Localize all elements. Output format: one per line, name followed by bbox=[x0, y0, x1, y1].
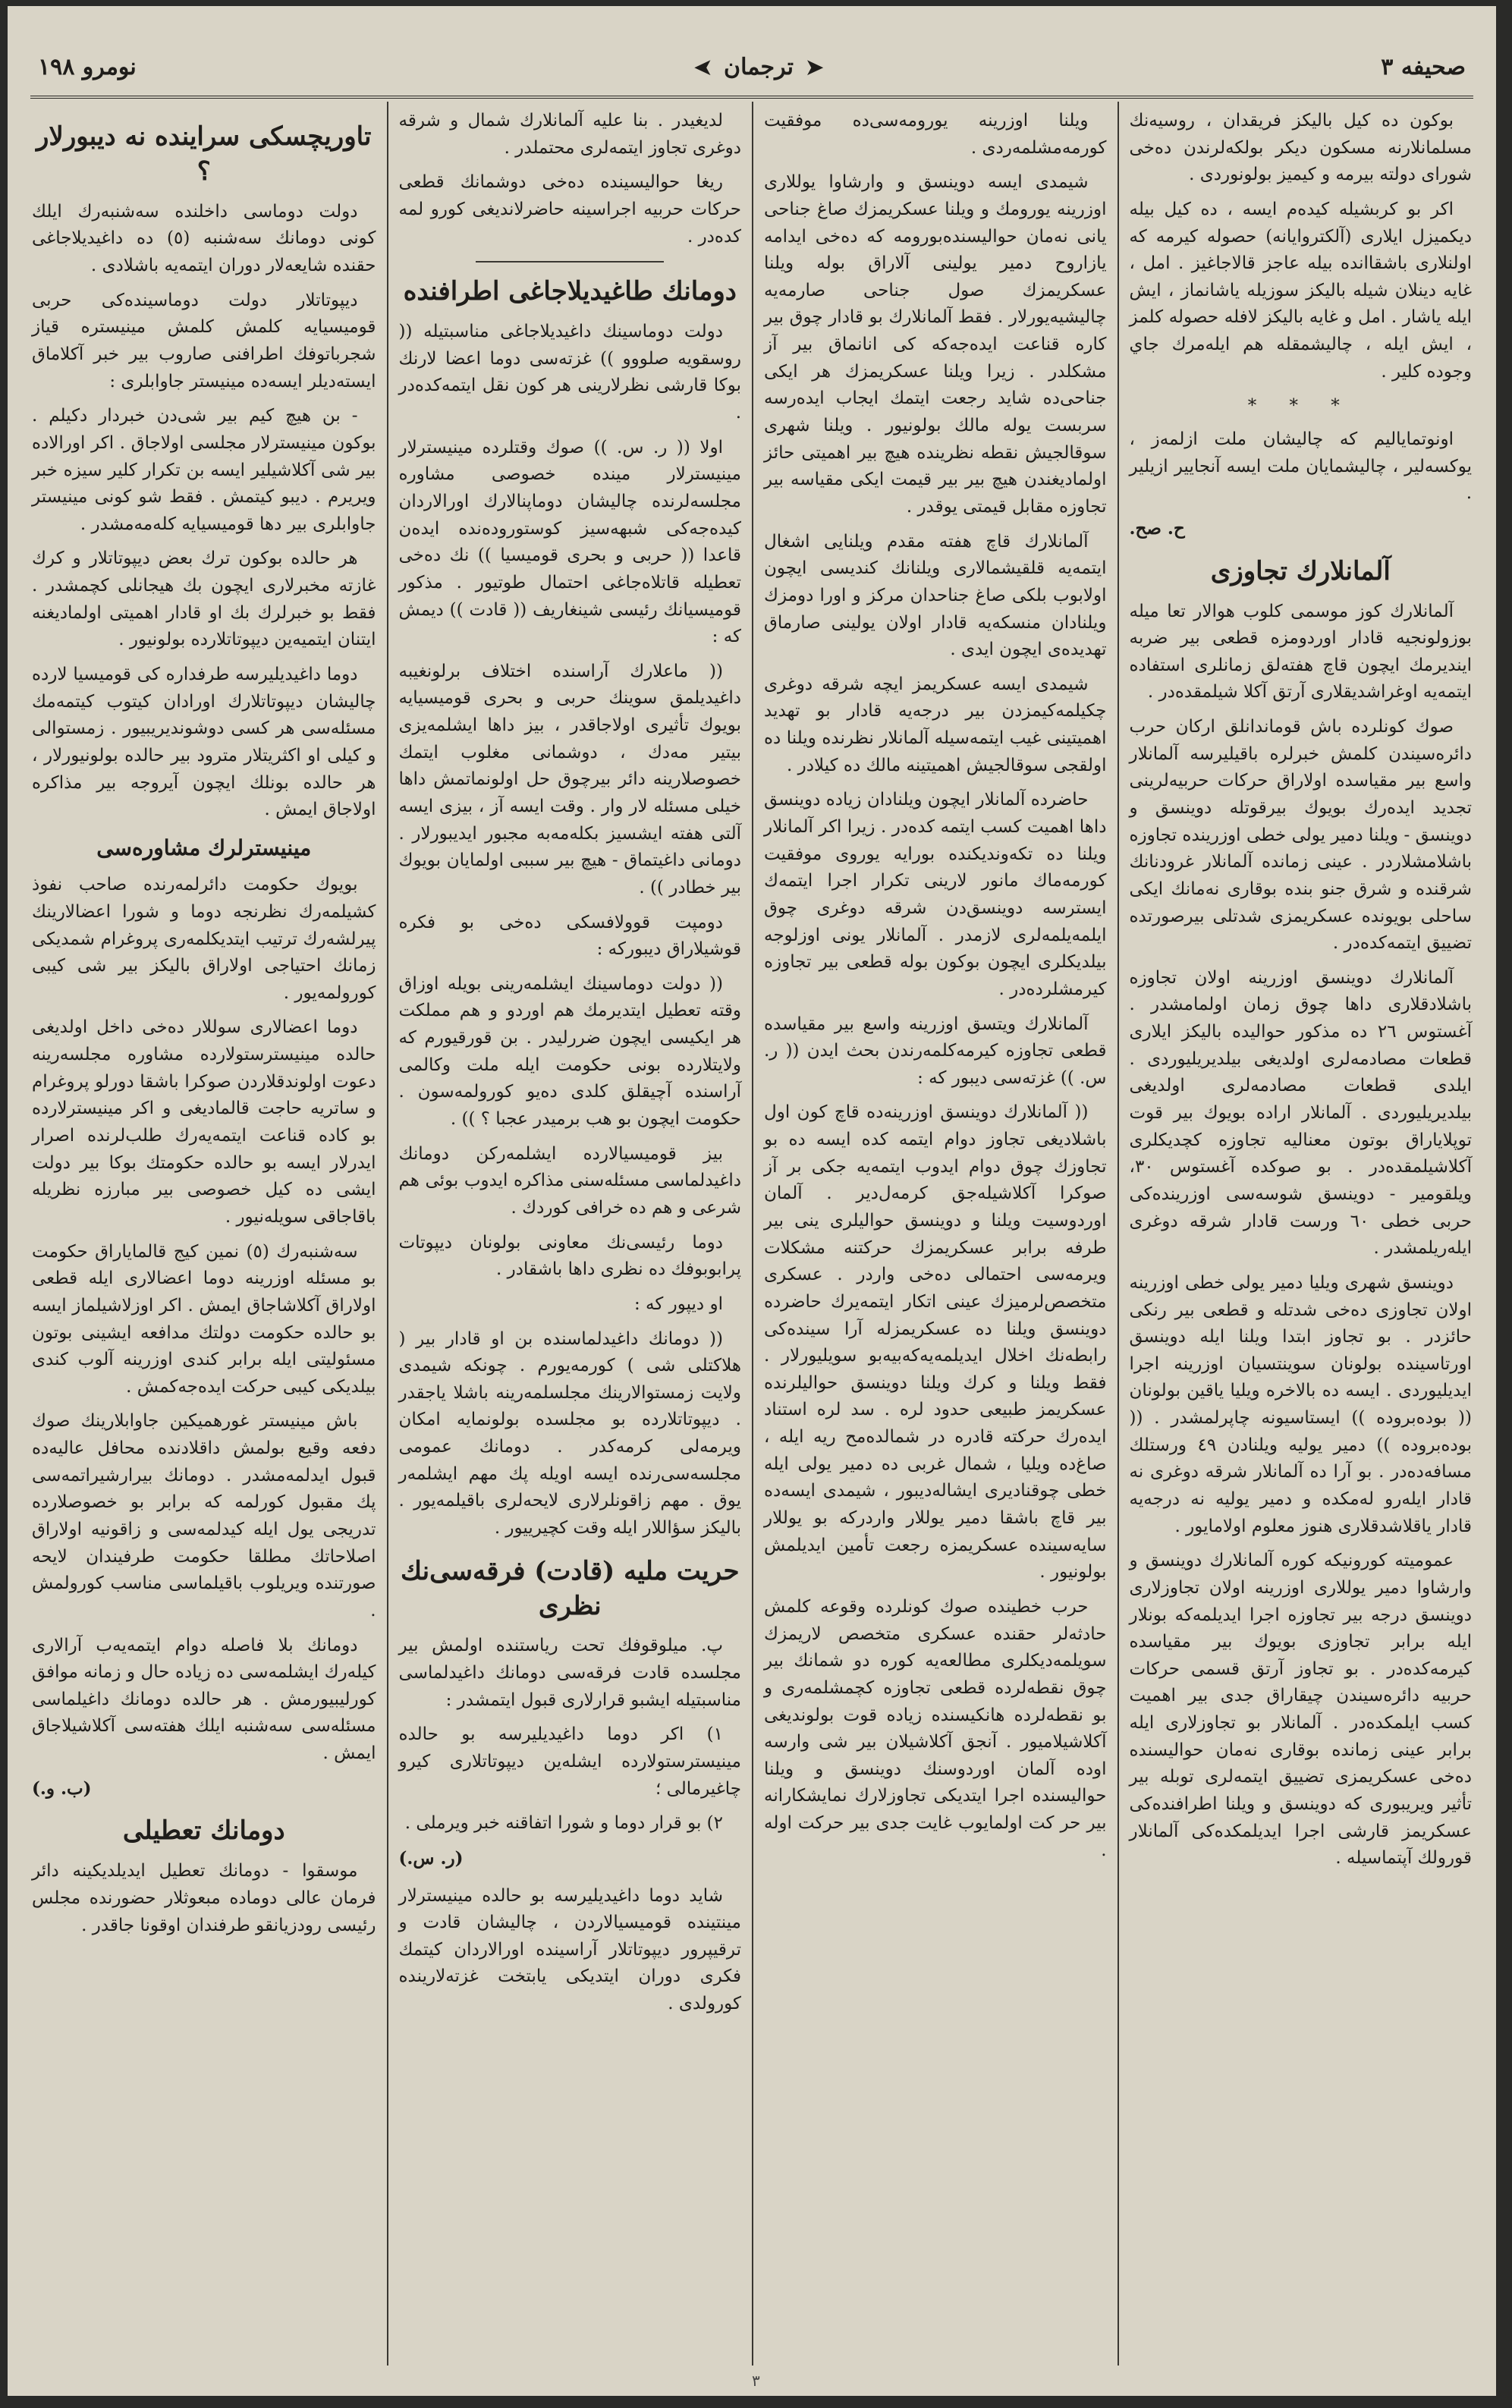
paragraph: شاید دوما داغیدیلیرسه بو حالده مینیسترلار مینتینده قومیسیالاردن ، چالیشان قادت و ترقیپرور دیپوتاتلار آراسینده اورالاردان کیتمك فكری دوران ایتدیکی یابتخت غزته‌لارینده کورولدی . bbox=[398, 1885, 741, 2014]
paragraph: دوما داغیدیلیرسه طرفداره کی قومیسیا لارده چالیشان دیپوتاتلارك اورادان کیتوب کیتمه‌مك مسئله‌سی هر کسی دوشوندیریبیور . زمستوالی و کیلی او اکثریتلار مترود بیر حالده بولونیورلار ، هر حالده بونلك ایچون آیروجه بیر مذاکره اولاجاق ایمش . bbox=[32, 665, 376, 820]
paragraph: شیمدی ایسه عسكریمز ایچه شرقه دوغری چکیلمه‌کیمزدن بیر درجه‌یه قادار بو تهدید اهمیتینی غیب ایتمه‌سیله آلمانلار نظرنده ویلنا ده اولقجی سوقالجیش اهمیتینه مالك ده کیلادر . bbox=[764, 674, 1107, 775]
paragraph: عمومیته کورونیکه کوره آلمانلارك دوینسق و وارشاوا دمیر یوللاری اوزرینه اولان تجاوزلاری دوینسق درجه بیر تجاوزه اجرا ایدیلمه‌که بونلار ایله برابر تجاوزی بویوك بیر مقیاسده کیرمه‌کده‌در . بو تجاوز آرتق قسمی حركات حربیه دائره‌سیندن چیقاراق جدی بیر اهمیت کسب ایلمکده‌در . آلمانلار بو تجاوزلاری ایله برابر عینی زمانده بوقاری نه‌مان حوالیسنده ده‌خی عسكریمزی تضییق ایتمه‌لری توبله بیر تأثیر ویریبوری که دوینسق و ویلنا اطرافنده‌کی عسكریمز قارشی اجرا ایدیلمکده‌کی آلمانلار قورولك آپتماسیله . bbox=[1129, 1551, 1472, 1869]
paragraph: (( آلمانلارك دوینسق اوزرینه‌ده قاچ کون اول باشلادیغی تجاوز دوام ایتمه کده ایسه ده بو تجاوزك چوق دوام ایدوب ایتمه‌یه جکی بر آز صوکرا آکلاشیله‌جق کرمه‌ل‌دیر . آلمان اوردوسیت ویلنا و دوینسق حوالیلری ینی بیر طرفه برابر عسكریمزك حرکتنه مشکلات ویرمه‌سی احتمالی ده‌خی واردر . عسکری متخصص‌لرمیزك عینی اتکار ایتمه‌یرك حاضرده دوینسق ویلنا ده عسكریمزله آرا سینده‌کی رابطه‌نك اخلال ایدیلمه‌یه‌که‌بیه‌بو سویلیورلار . فقط ویلنا و کرك ویلنا دوینسق حوالیلرنده عسكریمز طبیعی حدود لره . سد لره استناد ایده‌رك حرکته قادره در شمالده‌مح ریه ایله ، صاغ‌ده‌ ویلیا ، شمال غربی ده دمیر یولی ایله خطی چوقنادیری ایشاله‌دیبور ، شیمدی ایسه‌ده بیر قاچ باشقا دمیر یوللار واردركه بو یوللار سایه‌سینده عسكریمزه رجعت تأمین ایدیلمش بولونیور . bbox=[764, 1102, 1107, 1583]
paragraph: دیپوتاتلار دولت دوماسینده‌کی حربی قومیسیایه کلمش کلمش مینیستره قیاز شجرباتوفك اطرافنی صاروب بیر خبر آکلاماق ایسته‌دیلر ایسه‌ده مینیستر جاوابلری : bbox=[32, 290, 376, 391]
paragraph: ٢) بو قرار دوما و شورا اتفاقنه خبر ویرملی . bbox=[404, 1813, 723, 1834]
footer-page-mark: ٣ bbox=[752, 2372, 760, 2390]
issue-number-label: نومرو ١٩٨ bbox=[38, 53, 137, 80]
paragraph: بیز قومیسیالارده ایشلمه‌رکن دومانك داغیدلماسی مسئله‌سنی مذاکره ایدوب بوئی هم شرعی و هم ده خرافی کوردك . bbox=[398, 1143, 741, 1218]
paragraph: هر حالده بوکون ترك بعض دیپوتاتلار و کرك غازته مخبرلاری ایچون بك هیجانلی کچمشدر . فقط بو خبرلرك بك او قادار اهمیتی اولمادیغنه ایتنان ایتمیه‌ین دیپوتاتلارده بولونیور . bbox=[32, 549, 376, 650]
newspaper-page bbox=[8, 6, 1496, 2396]
author-signature: ح. صح. bbox=[1129, 517, 1185, 539]
article-heading: تاوریچسكی سراینده نه دیبورلار ؟ bbox=[36, 121, 372, 187]
paragraph: لدیغیدر . بنا علیه آلمانلارك شمال و شرقه دوغری تجاوز ایتمه‌لری محتملدر . bbox=[398, 111, 741, 158]
paragraph: دولت دوماسینك داغیدیلاجاغی مناسبتیله (( روسقویه صلووو )) غزته‌سی دوما اعضا لارنك بوكا قارشی نظرلارینی هر کون نقل ایتمه‌کده‌در . bbox=[398, 322, 741, 423]
paragraph: - بن هیچ کیم بیر شی‌دن خبردار دکیلم . بوکون مینیسترلار مجلسی اولاجاق . اکر اورالاده بیر شی آکلاشیلیر ایسه بن تکرار کلیر سیزه خبر ویریرم . دیبو کیتمش . فقط شو کونی مینیستر جاوابلری بیر دها قومیسیایه کله‌مه‌مشدر . bbox=[32, 406, 376, 534]
paragraph: بویوك حكومت دائرلمه‌رنده صاحب نفوذ کشیلمه‌رك نظرنجه دوما و شورا اعضالارینك پیرلشه‌رك ترتیب ایتدیکلمه‌ری پروغرام شمدیکی زمانك احتیاجی اولاراق بالیکز بیر شی کیبی کورولمه‌یور . bbox=[32, 875, 376, 1003]
paragraph: آلمانلارك قاچ هفته مقدم ویلنایی اشغال ایتمه‌یه قلقیشمالاری ویلنانك کندیسی ایچون اولابوب بلکی صاغ جناحدان مرکز و اورا دومزك ویلنادان منسکه‌یه قادار اولان یولینی صارماق تهدید‌ه‌ی ایچون ایدی . bbox=[764, 531, 1107, 660]
paragraph: ریغا حوالیسینده ده‌خی دوشمانك قطعی حرکات حربیه اجراسینه حاضرلاندیغی کورو لمه کده‌در . bbox=[398, 172, 741, 247]
column-1 bbox=[1117, 102, 1483, 2366]
column-4 bbox=[21, 102, 387, 2366]
paragraph: دولت دوماسی داخلنده سه‌شنبه‌رك ایلك کونی دومانك سه‌شنبه (٥) ده داغیدیلاجاغی حقنده شایعه‌لار دوران ایتمه‌یه باشلادی . bbox=[32, 201, 376, 276]
paragraph: اکر بو کربشیله کیده‌م ایسه ، ده کیل بیله دیکمیزل ایلاری (آلکتروایانه) حصوله کیرمه که اولنلاری باشقاانده بیله عاجز قالاجاغیز . امل ، غایه دینلان شیله بالیکز سوزیله یاشانماز ، ایش ایله یاشار . امل و غایه بالیکز لافله حصوله کلمز ، ایش ایله ، چالیشمقله هم ایله‌مرك جاي وجوده کلیر . bbox=[1129, 199, 1472, 382]
paragraph: او دیپور که : bbox=[633, 1294, 723, 1314]
paragraph: دوما رئیسی‌نك معاونی بولونان دیپوتات پرابوبوفك ده نظری داها باشقادر . bbox=[398, 1232, 741, 1280]
paragraph: آلمانلارك كوز موسمی كلوب هوالار تعا میله بوزولونجیه قادار اوردومزه قطعی بیر ضربه ایندیرمك ایچون قاچ هفته‌لق زمانلری استفاده ایتمه‌یه اوغراشدیقلاری آرتق آكلا شیلمقده‌در . bbox=[1129, 601, 1472, 703]
newspaper-title: ترجمان bbox=[724, 53, 794, 80]
paragraph: دوما اعضالاری سوللار ده‌خی داخل اولدیغی حالده مینیسترستولارده مشاوره مجلسه‌رینه دعوت اولوندقلاردن صوکرا باشقا دورلو پروغرام و ساتریه حاجت قالمادیغی و اکر مینیسترلارده بو کاده قناعت ایتمه‌یه‌رك طلب‌لرنده اصرار ایدرلار ایسه بو حالده حكومتك بوكا بیر دولت ایشی ده کیل خصوصی بیر مبارزه نظریله باقاجاقی سویله‌نیور . bbox=[32, 1017, 376, 1227]
paragraph: ویلنا اوزرینه یورومه‌سی‌ده موفقیت کورمه‌مشلمه‌ردی . bbox=[764, 111, 1107, 158]
paragraph: اونوتمایالیم که چالیشان ملت ازلمه‌ز ، یوکسه‌لیر ، چالیشمایان ملت ایسه آنجاییر ازیلیر . bbox=[1129, 429, 1472, 504]
column-3 bbox=[387, 102, 753, 2366]
paragraph: اولا (( ر. س. )) صوك وقتلرده مینیسترلار مینیسترلار مینده خصوصی مشاوره مجلسه‌لرنده چالیشان دوماپنالارك اورالاردان کیده‌جه‌كی شبهه‌سیز کوستوروده‌نده ایده‌ن قاعدا (( حربی و بحری قومیسیا )) نك ده‌خی تعطیله قاتلاه‌جاغی احتمال طوتیور . مذکور قومیسیانك رئیسی شینغاریف (( قادت )) دیمش که : bbox=[398, 437, 741, 647]
article-heading: دومانك طاغیدیلاجاغی اطرافنده bbox=[403, 276, 737, 307]
paragraph: سه‌شنبه‌رك (٥) نمین کیج قالمایاراق حكومت بو مسئله اوزرینه دوما اعضالاری ایله قطعی اولاراق آکلاشاجاق ایمش . اکر اوزلاشیلماز ایسه بو حالده حكومت دولتك مدافعه ایشینی بوتون مسئولیتی ایله برابر کندی اوزرینه آلوب کندی بیلدیکی کیبی حرکت ایده‌جه‌کمش . bbox=[32, 1241, 376, 1397]
masthead-title-group bbox=[694, 54, 824, 80]
article-columns bbox=[21, 102, 1482, 2366]
column-2 bbox=[752, 102, 1117, 2366]
section-subheading: مینیسترلرك مشاوره‌سی bbox=[96, 835, 312, 860]
section-divider bbox=[476, 261, 664, 262]
section-stars: * * * bbox=[1247, 396, 1353, 417]
arrow-ornament-icon: ➤ bbox=[693, 54, 712, 80]
page-number-label: صحیفه ٣ bbox=[1381, 53, 1466, 80]
masthead bbox=[38, 44, 1466, 90]
paragraph: آلمانلارك ویتسق اوزرینه واسع بیر مقیاسده قطعی تجاوزه کیرمه‌کلمه‌رندن بحث ایدن (( ر. س. )) غزته‌سی دیبور که : bbox=[764, 1014, 1107, 1088]
article-heading: دومانك تعطیلی bbox=[122, 1815, 285, 1847]
source-signature: (ر. س.) bbox=[398, 1847, 464, 1869]
paragraph: حاضرده آلمانلار ایچون ویلنادان زیاده دوینسق داها اهمیت کسب ایتمه کده‌در . زیرا اکر آلمانلار ویلنا ده تکه‌وندیکنده بورایه یوروی موفقیت کورمه‌ماك مانور لارینی تکرار اجرا ایتمه‌ك ایسترسه دوینسق‌دن شرقه دوغری چوق ایلمه‌یلمه‌لری لازمدر . آلمانلار یونی اوزلوجه بیلدیکلری ایچون بوکون بوله قطعی بیر تجاوزه کیرمشلرده‌در . bbox=[764, 790, 1107, 999]
paragraph: صوك کونلرده باش قوماندانلق ارکان حرب دائره‌سیندن کلمش خبرلره باقیلیرسه آلمانلار واسع بیر مقیاسده اولاراق حركات حربیه‌لرینی تجدید ایده‌رك بویوك بیرقوتله دوینسق و دوینسق - ویلنا دمیر یولی خطی اوزرینده تجاوزه باشلامشلاردر . عینی زمانده آلمانلار غرودنانك شرقنده و شرق جنو بنده بوقاری نه‌مانك ایکی ساحلی بویونده عسكریمزی شدتلی بیرصورتده تضییق ایتمه‌کده‌در . bbox=[1129, 717, 1472, 954]
paragraph: شیمدی ایسه دوینسق و وارشاوا یوللاری اوزرینه یورومك و ویلنا عسكریمزك صاغ جناحی یانی نه‌مان حوالیسنده‌بورومه که ده‌خی ایدامه یازاروح دمیر یولینی آلاراق بوله ویلنا عسكریمزك صول جناحی صارمه‌یه چالیشیه‌یورلار . فقط آلمانلارك بو قادار چوق بیر کاره قناعت ایده‌جه‌که کی انانماق بیر آز مشکلدر . زیرا ویلنا عسكریمزك هر ایکی جناحی‌ده شاید رجعت ایتمك ایجاب ایده‌رسه سربست یوله مالك بولونیور . ویلنا شهری سوقالجیش نقطه نظرینده هیچ بیر اهمیتی حائز اولمادیغندن هیچ بیر بیر قیمت ایکی مقیاسه بیر تجاوزه مقابل قیمتی یوقدر . bbox=[764, 172, 1107, 517]
paragraph: آلمانلارك دوینسق اوزرینه اولان تجاوزه باشلاد‌قلاری داها چوق زمان اولمامشدر . آغستوس ٢٦ ده مذکور حوالیده بالیکز ایلاری قطعات مصادمه‌لری اولدیغی بیلدیریلیوردی . ایلدی قطعات مصادمه‌لری اولدیغی بیلدیریلیوردی . آلمانلار اراده بویوك بیر قوت توپلایاراق بوتون معنالیه تجاوزه کچدیکلری آکلاشیلمقده‌در . بو صوکده آغستوس ٣٠، ویلقومیر - دوینسق شوسه‌سی اوزرینده‌کی حربی خطی ٦٠ ورست قادار شرقه دوغری ایله‌ریلمشدر . bbox=[1129, 967, 1473, 1259]
paragraph: ١) اکر دوما داغیدیلیرسه بو حالده مینیسترستولارده ایشله‌ین دیپوتاتلاری کیرو چاغیرمالی ؛ bbox=[398, 1724, 741, 1799]
paragraph: دوینسق شهری ویلیا دمیر یولی خطی اوزرینه اولان تجاوزی ده‌خی شدتله و قطعی بیر رنکی حائزدر . بو تجاوز ابتدا ویلنا ایله دوینسق اورتاسینده بولونان سوینتسیان اوزرینه اجرا ایدیلیوردی . ایسه ده بالاخره ویلیا یاقین بولونان (( بوده‌بروده )) ایستاسیونه چاپرلمشدر . (( بوده‌بروده )) دمیر یولیه ویلنادن ٤٩ ورستلك مسافه‌ده‌در . بو آرا ده آلمانلار شرقه دوغری نه قادار ایله‌رو له‌مکده و دمیر یولیه نه درجه‌یه قادار یاقلاشدقلاری هنوز معلوم اولامایور . bbox=[1129, 1272, 1472, 1536]
paragraph: باش مینیستر غورهمیکین جاوابلارینك صوك دفعه وقیع بولمش داقلادنده محافل عالیه‌ده قبول ایدلمه‌مشدر . دومانك بیرارشیراتمه‌سی پك مقبول کورلمه که برابر بو خصوصلارده تدریجی یول ایله کیدلمه‌سی و زاقونیه اولاراق اصلاحاتك مطلقا حكومت طرفیندان لایحه صورتنده ویریلوب باقیلماسی مناسب کورولمش . bbox=[32, 1411, 376, 1621]
arrow-ornament-icon: ➤ bbox=[806, 54, 824, 80]
paragraph: دومانك بلا فاصله دوام ایتمه‌یه‌ب آرالاری کیله‌رك ایشلمه‌سی ده زیاده حال و زمانه موافق کورلیبیورمش . هر حالده دومانك داغیلماسی مسئله‌سی سه‌شنبه ایلك هفته‌سی آکلاشیلاجاق ایمش . bbox=[32, 1635, 376, 1764]
paragraph: بوكون ده كیل بالیكز فریقدان ، روسیه‌نك مسلمانلارنه مسكون دیكر بولكه‌لرندن ده‌خی شورای دولته بیرمه و کیمیز بولونوردی . bbox=[1129, 111, 1472, 185]
source-signature: (ب. و.) bbox=[32, 1778, 92, 1799]
paragraph: (( دومانك داغیدلماسنده بن او قادار بیر ( هلاکتلی شی ) کورمه‌یورم . چونکه شیمدی ولایت زمستوالارینك مجلسلمه‌رینه باشلا یاجقدر . دیپوتاتلارده بو مجلسده بولونمایه امکان ویرمه‌لی کرمه‌کدر . دومانك عمومی مجلسه‌سی‌رنده ایسه اویله پك مهم ایشلمه‌ر یوق . مهم زاقونلرلاری لایحه‌لری باقیلمه‌یور . بالیکز سؤاللار ایله وقت کچیرییور . bbox=[398, 1328, 741, 1538]
paragraph: (( دولت دوماسینك ایشلمه‌رینی بویله اوزاق وقته تعطیل ایتدیرمك هم اوردو و هم مملكت هر ایکیسی ایچون ضررلیدر . بن قورقیورم که ولایتلارده بونی حكومت ایله ملت وكالمی آراسنده آچیقلق کلدی ده‌یو کورولمه‌سون . حكومت ایچون بو هب برمیدر عجبا ؟ )) . bbox=[398, 973, 741, 1130]
paragraph: موسقوا - دومانك تعطیل ایدیلدیکینه دائر فرمان عالی دوماده مبعوثلار حضورنده مجلس رئیسی رودزیانقو طرفندان اوقونا جاقدر . bbox=[32, 1861, 376, 1935]
article-heading: حریت ملیه (قادت) فرقه‌سی‌نك نظری bbox=[401, 1555, 740, 1621]
paragraph: حرب خطینده صوك کونلرده وقوعه کلمش حادثه‌لر حقنده عسکری متخصص‌ لاریمزك سویلمه‌دیکلری مطالعه‌یه کوره دو شمانك بیر چوق نقطه‌لرده قطعی تجاوزه کچمشلمه‌ری و بو نقطه‌لرده هانکیسنده زیاده قوت بولوندیغی آکلاشیلامیور . آنجق آکلاشیلان بیر شی وارسه اوده آلمان اوردوسنك دوینسق و ویلنا حوالیسنده اجرا ایتدیکی تجاوزلارك نمایشکارانه بیر حر کت اولمایوب غایت جدی بیر حرکت اوله . bbox=[764, 1596, 1107, 1860]
paragraph: (( ماعلارك آراسنده اختلاف برلونغیبه‌ داغیدیلمق سوینك حربی و بحری قومیسیایه بویوك تأثیری اولاجاقدر ، بیز داها ایشلمه‌یزی بیتیر مه‌دك ، دوشمانی مغلوب ایتمك خصوصلارینه دائر بیرچوق حل اولونماتمش داها خیلی مسئله لار وار . وقت ایسه آز ، بیزی ایسه آلتی هفته ایشسیز بکله‌مه‌به مجبور ایدیبورلار . دومانی داغیتماق - هیچ بیر سببی اولمایان بویوك بیر خطادر )) . bbox=[398, 661, 741, 897]
article-heading: آلمانلارك تجاوزی bbox=[1210, 555, 1391, 586]
paragraph: پ. میلوقوفك تحت ریاستنده اولمش بیر مجلسده قادت فرقه‌سی دومانك داغیدلماسی مناسبتیله ایشبو قرارلاری قبول ایتمشدر : bbox=[398, 1636, 741, 1710]
header-rule bbox=[30, 96, 1473, 99]
paragraph: دومپت قوولافسكی ده‌خی بو فكره قوشیلاراق دیبورکه : bbox=[398, 912, 741, 960]
